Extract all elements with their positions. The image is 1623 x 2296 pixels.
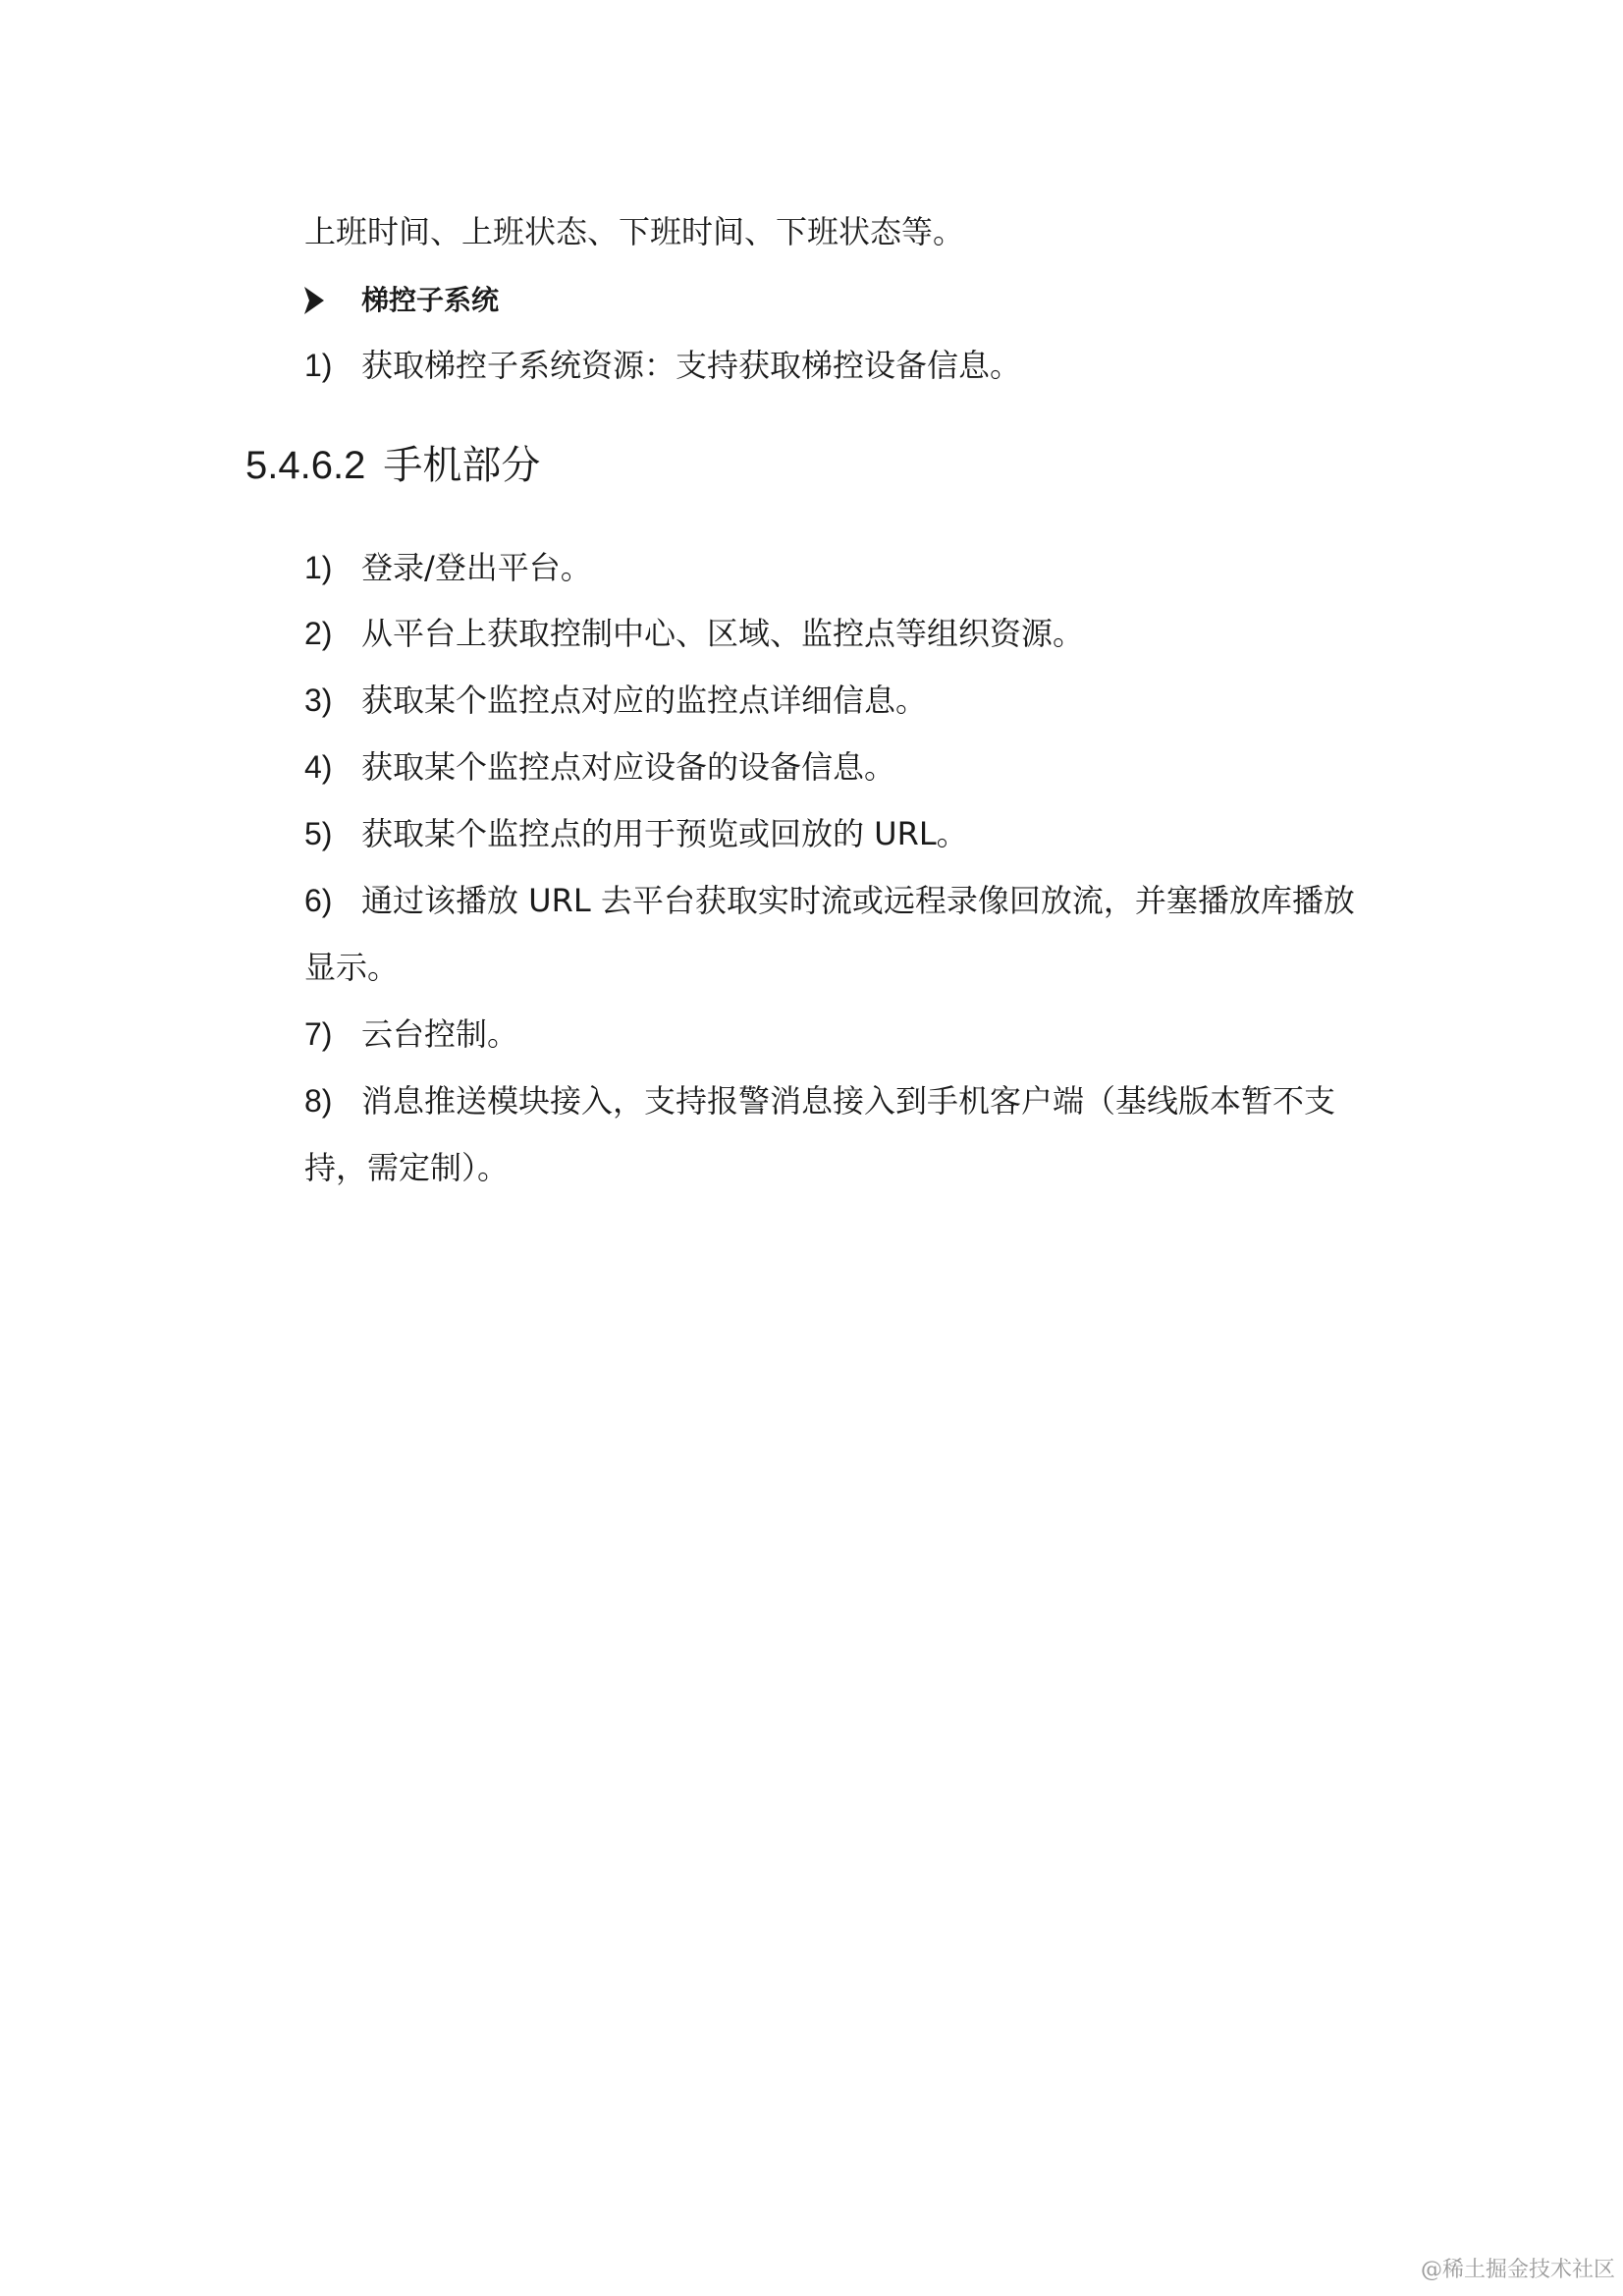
list-item (304, 814, 968, 853)
continuation-text: 上班时间、上班状态、下班时间、下班状态等。 (304, 213, 965, 250)
list-item-number: 8) (304, 1083, 333, 1119)
list-item-number: 6) (304, 883, 333, 918)
list-item-text: 通过该播放 URL 去平台获取实时流或远程录像回放流，并塞播放库播放 (361, 882, 1355, 919)
list-item (304, 747, 895, 787)
list-item-number: 1) (304, 550, 333, 585)
list-item-number: 1) (304, 348, 333, 383)
list-item (304, 681, 927, 720)
arrowhead-bullet-icon (304, 287, 324, 314)
list-item (304, 346, 1021, 385)
section-number: 5.4.6.2 (245, 444, 366, 487)
list-item-number: 2) (304, 616, 333, 651)
list-item (304, 1014, 518, 1054)
list-item-text: 获取某个监控点对应设备的设备信息。 (361, 748, 896, 786)
list-item-number: 5) (304, 816, 333, 851)
list-item-text: 从平台上获取控制中心、区域、监控点等组织资源。 (361, 615, 1085, 652)
list-item-text: 获取梯控子系统资源：支持获取梯控设备信息。 (361, 347, 1022, 384)
section-heading (245, 440, 540, 491)
list-item-number: 7) (304, 1016, 333, 1052)
section-title: 手机部分 (383, 443, 541, 488)
list-item (304, 881, 1355, 920)
list-item-continuation: 显示。 (304, 949, 400, 986)
list-item (304, 548, 592, 587)
subsystem-bullet-label: 梯控子系统 (361, 284, 500, 316)
list-item-text: 云台控制。 (361, 1015, 519, 1053)
watermark: @稀土掘金技术社区 (1420, 2258, 1615, 2282)
list-item-text: 登录/登出平台。 (361, 549, 592, 586)
list-item-text: 获取某个监控点的用于预览或回放的 URL。 (361, 815, 968, 852)
list-item (304, 1081, 1335, 1121)
list-item (304, 614, 1084, 653)
list-item-number: 4) (304, 749, 333, 785)
list-item-number: 3) (304, 683, 333, 718)
list-item-continuation: 持，需定制）。 (304, 1149, 510, 1186)
list-item-text: 消息推送模块接入，支持报警消息接入到手机客户端（基线版本暂不支 (361, 1082, 1336, 1120)
list-item-text: 获取某个监控点对应的监控点详细信息。 (361, 682, 928, 719)
